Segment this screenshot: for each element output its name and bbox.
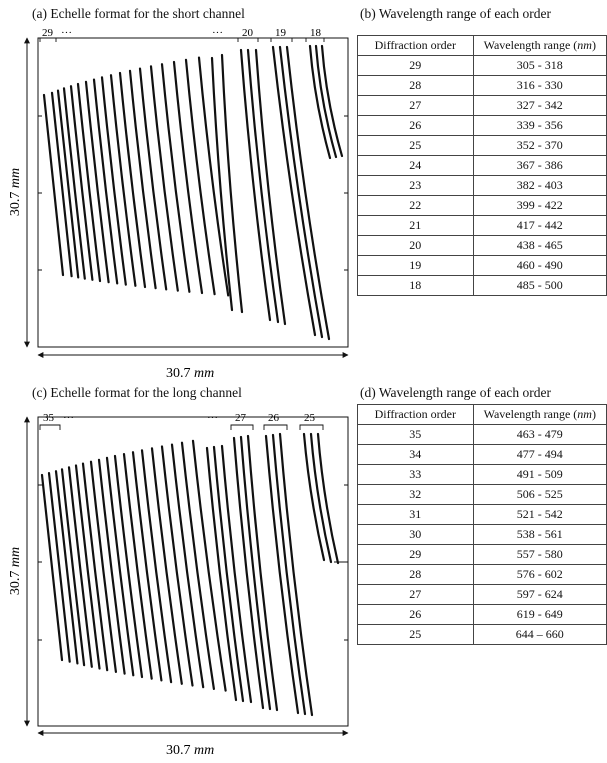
- order-cell: 28: [358, 565, 474, 585]
- range-cell: 521 - 542: [473, 505, 606, 525]
- table-row: [358, 116, 607, 136]
- order-cell: 18: [358, 276, 474, 296]
- wavelength-table-long: [357, 404, 607, 645]
- order-cell: 29: [358, 56, 474, 76]
- order-cell: 35: [358, 425, 474, 445]
- range-cell: 557 - 580: [473, 545, 606, 565]
- order-label-c-ellipsis-2: ···: [207, 412, 218, 424]
- plot-frame-a: [38, 38, 348, 347]
- order-trace: [273, 435, 305, 714]
- range-cell: 460 - 490: [473, 256, 606, 276]
- table-row: [358, 276, 607, 296]
- table-row: [358, 525, 607, 545]
- order-trace: [273, 47, 315, 335]
- range-cell: 438 - 465: [473, 236, 606, 256]
- table-row: [358, 156, 607, 176]
- wavelength-table-short: [357, 35, 607, 296]
- plot-frame-c: [38, 417, 348, 726]
- range-cell: 463 - 479: [473, 425, 606, 445]
- range-cell: 316 - 330: [473, 76, 606, 96]
- range-cell: 382 - 403: [473, 176, 606, 196]
- range-cell: 352 - 370: [473, 136, 606, 156]
- table-row: [358, 445, 607, 465]
- caption-c: (c) Echelle format for the long channel: [32, 385, 242, 400]
- table-row: [358, 485, 607, 505]
- table-row: [358, 425, 607, 445]
- table-row: [358, 505, 607, 525]
- range-cell: 491 - 509: [473, 465, 606, 485]
- order-cell: 22: [358, 196, 474, 216]
- table-row: [358, 56, 607, 76]
- order-cell: 32: [358, 485, 474, 505]
- table-row: [358, 96, 607, 116]
- order-cell: 27: [358, 96, 474, 116]
- caption-b: (b) Wavelength range of each order: [360, 6, 551, 21]
- table-row: [358, 585, 607, 605]
- range-cell: 327 - 342: [473, 96, 606, 116]
- table-row: [358, 196, 607, 216]
- x-dimension-label-a: 30.7 mm: [166, 366, 215, 381]
- range-cell: 644 – 660: [473, 625, 606, 645]
- order-trace: [162, 64, 189, 292]
- order-traces-a: [44, 46, 342, 339]
- order-cell: 20: [358, 236, 474, 256]
- range-cell: 305 - 318: [473, 56, 606, 76]
- order-label-a-29: 29: [42, 27, 53, 39]
- order-cell: 21: [358, 216, 474, 236]
- order-label-c-25: 25: [304, 412, 315, 424]
- col-header-order: Diffraction order: [358, 405, 474, 425]
- y-dimension-label-c: 30.7 mm: [8, 546, 23, 596]
- order-label-a-19: 19: [275, 27, 286, 39]
- caption-d: (d) Wavelength range of each order: [360, 385, 551, 400]
- panel-c-plot: [8, 412, 348, 758]
- order-cell: 34: [358, 445, 474, 465]
- order-label-c-35: 35: [43, 412, 54, 424]
- order-trace: [186, 60, 215, 294]
- caption-a: (a) Echelle format for the short channel: [32, 6, 245, 21]
- order-cell: 26: [358, 605, 474, 625]
- table-row: [358, 465, 607, 485]
- table-row: [358, 76, 607, 96]
- order-cell: 27: [358, 585, 474, 605]
- order-cell: 24: [358, 156, 474, 176]
- order-traces-c: [42, 434, 338, 715]
- table-row: [358, 625, 607, 645]
- table-header-row: [358, 405, 607, 425]
- order-cell: 29: [358, 545, 474, 565]
- order-cell: 31: [358, 505, 474, 525]
- table-row: [358, 545, 607, 565]
- order-trace: [310, 46, 330, 158]
- order-cell: 19: [358, 256, 474, 276]
- y-dimension-label-a: 30.7 mm: [8, 167, 23, 217]
- order-cell: 23: [358, 176, 474, 196]
- order-cell: 25: [358, 625, 474, 645]
- table-row: [358, 605, 607, 625]
- range-cell: 477 - 494: [473, 445, 606, 465]
- order-label-a-20: 20: [242, 27, 253, 39]
- order-label-c-27: 27: [235, 412, 246, 424]
- order-trace: [304, 434, 324, 560]
- order-cell: 28: [358, 76, 474, 96]
- order-cell: 26: [358, 116, 474, 136]
- range-cell: 576 - 602: [473, 565, 606, 585]
- order-trace: [241, 50, 270, 320]
- col-header-order: Diffraction order: [358, 36, 474, 56]
- range-cell: 399 - 422: [473, 196, 606, 216]
- order-label-a-18: 18: [310, 27, 321, 39]
- range-cell: 339 - 356: [473, 116, 606, 136]
- table-row: [358, 136, 607, 156]
- table-row: [358, 216, 607, 236]
- order-label-c-ellipsis-1: ···: [63, 412, 74, 424]
- table-header-row: [358, 36, 607, 56]
- range-cell: 367 - 386: [473, 156, 606, 176]
- order-trace: [44, 95, 63, 275]
- order-brackets-c: [40, 425, 323, 430]
- order-cell: 33: [358, 465, 474, 485]
- range-cell: 619 - 649: [473, 605, 606, 625]
- panel-a-plot: [8, 27, 348, 381]
- range-cell: 506 - 525: [473, 485, 606, 505]
- table-row: [358, 565, 607, 585]
- order-cell: 30: [358, 525, 474, 545]
- x-dimension-label-c: 30.7 mm: [166, 743, 215, 758]
- range-cell: 538 - 561: [473, 525, 606, 545]
- table-row: [358, 236, 607, 256]
- order-cell: 25: [358, 136, 474, 156]
- table-row: [358, 256, 607, 276]
- order-label-a-ellipsis-1: ···: [61, 27, 72, 39]
- order-label-c-26: 26: [268, 412, 279, 424]
- range-cell: 485 - 500: [473, 276, 606, 296]
- order-trace: [248, 436, 277, 710]
- range-cell: 417 - 442: [473, 216, 606, 236]
- range-cell: 597 - 624: [473, 585, 606, 605]
- order-label-a-ellipsis-2: ···: [212, 27, 223, 39]
- table-row: [358, 176, 607, 196]
- col-header-range: Wavelength range (nm): [473, 36, 606, 56]
- order-trace: [280, 434, 312, 715]
- col-header-range: Wavelength range (nm): [473, 405, 606, 425]
